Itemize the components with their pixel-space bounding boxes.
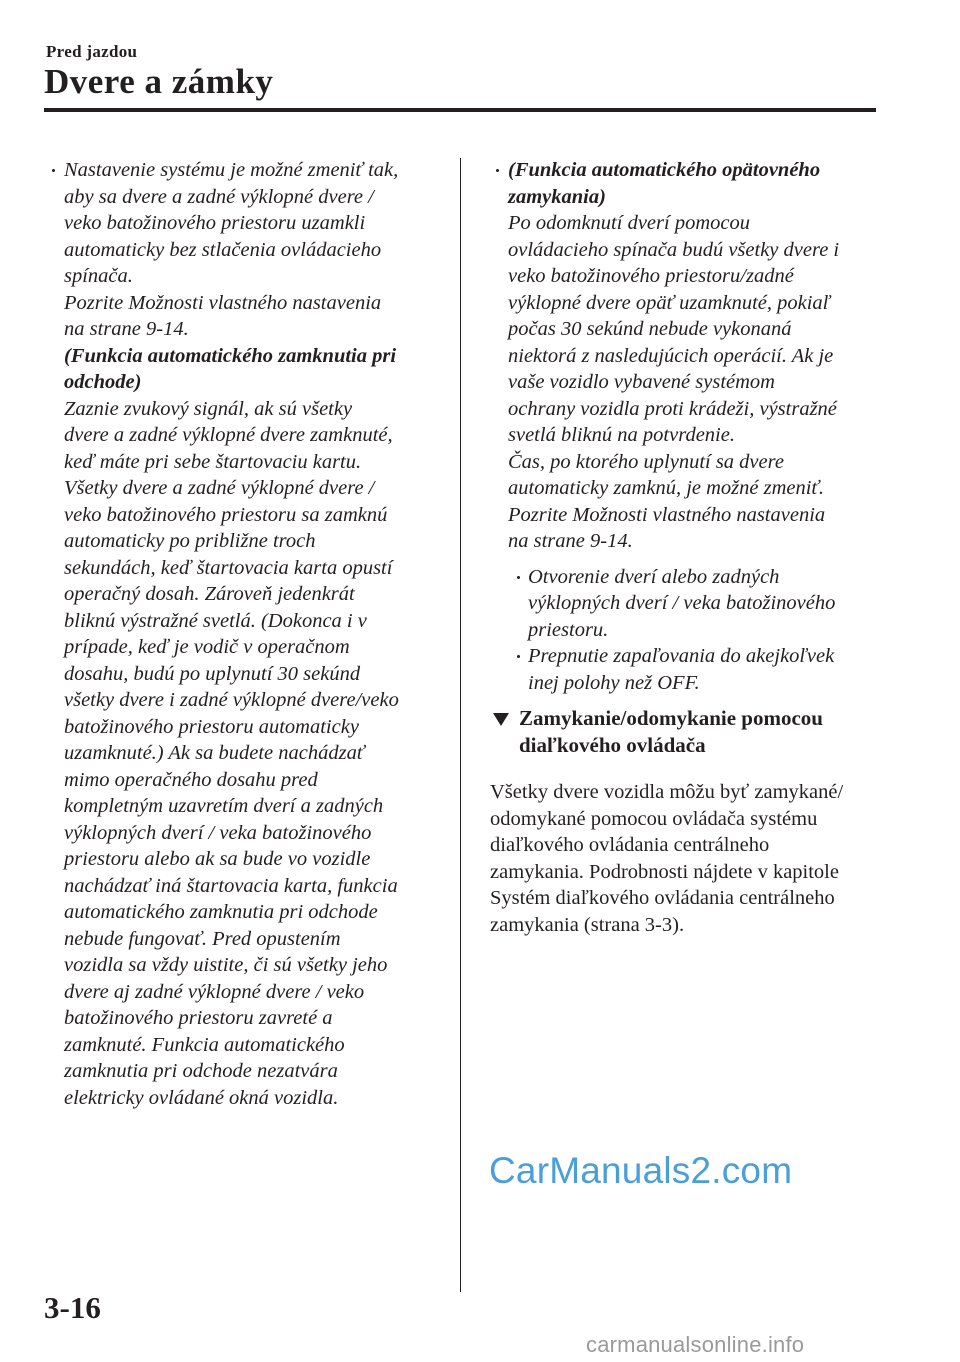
bullet-dot-icon: [517, 576, 520, 579]
text-line: zamykania (strana 3-3).: [490, 913, 685, 936]
text-line: prípade, keď je vodič v operačnom: [64, 636, 350, 658]
text-line: kompletným uzavretím dverí a zadných: [64, 795, 384, 817]
text-line: veko batožinového priestoru uzamkli: [64, 212, 366, 234]
text-line: výklopných dverí / veka batožinového: [528, 592, 836, 614]
bullet-dot-icon: [496, 169, 499, 172]
section-heading-text: [519, 705, 890, 759]
text-line: diaľkového ovládania centrálneho: [490, 834, 770, 856]
text-line: zamknuté. Funkcia automatického: [64, 1033, 345, 1056]
text-line: vozidla sa vždy uistite, či sú všetky jeho: [64, 954, 388, 976]
text-line: keď máte pri sebe štartovaciu kartu.: [64, 450, 362, 473]
sub-bullet-text: [528, 643, 890, 696]
text-line: výklopných dverí / veka batožinového: [64, 821, 372, 844]
text-line: všetky dvere i zadné výklopné dvere/veko: [64, 689, 399, 711]
text-line: batožinového priestoru zavreté a: [64, 1007, 333, 1029]
text-line: diaľkového ovládača: [519, 733, 706, 757]
text-line: automaticky po približne troch: [64, 530, 316, 552]
text-line: zamykania. Podrobnosti nájdete v kapitole: [490, 860, 839, 883]
text-line: Systém diaľkového ovládania centrálneho: [490, 887, 835, 909]
text-line: Po odomknutí dverí pomocou: [508, 212, 750, 234]
text-line: automaticky bez stlačenia ovládacieho: [64, 238, 382, 261]
sub-bullet-text: [528, 564, 890, 644]
text-line: dvere a zadné výklopné dvere zamknuté,: [64, 424, 393, 446]
right-column: [490, 157, 890, 938]
text-line: nebude fungovať. Pred opustením: [64, 927, 341, 950]
remote-control-paragraph: [490, 779, 890, 938]
right-body-text: [508, 210, 890, 555]
text-line: odchode): [64, 371, 142, 393]
text-line: na strane 9-14.: [508, 530, 633, 552]
text-line: automaticky zamknú, je možné zmeniť.: [508, 477, 825, 499]
left-bold-heading: [64, 343, 446, 396]
text-line: dosahu, budú po uplynutí 30 sekúnd: [64, 662, 361, 685]
footer-watermark: carmanualsonline.info: [586, 1332, 805, 1357]
right-bullet: [490, 157, 890, 555]
sub-bullet-ignition: [490, 643, 890, 696]
text-line: uzamknuté.) Ak sa budete nachádzať: [64, 742, 365, 764]
text-line: operačný dosah. Zároveň jedenkrát: [64, 583, 355, 605]
text-line: niektorá z nasledujúcich operácií. Ak je: [508, 344, 834, 367]
triangle-down-icon: [493, 713, 509, 726]
left-column: [46, 157, 446, 1111]
header-rule: [44, 108, 876, 112]
column-divider: [460, 158, 461, 1292]
text-line: počas 30 sekúnd nebude vykonaná: [508, 318, 792, 340]
text-line: veko batožinového priestoru/zadné: [508, 265, 794, 287]
text-line: svetlá bliknú na potvrdenie.: [508, 424, 735, 446]
text-line: ochrany vozidla proti krádeži, výstražné: [508, 397, 837, 420]
section-label: Pred jazdou: [46, 42, 138, 61]
text-line: Všetky dvere vozidla môžu byť zamykané/: [490, 781, 844, 803]
text-line: spínača.: [64, 265, 133, 287]
right-bold-heading: [508, 157, 890, 210]
text-line: Čas, po ktorého uplynutí sa dvere: [508, 450, 784, 473]
text-line: batožinového priestoru automaticky: [64, 715, 359, 738]
left-body-text: [64, 396, 446, 1112]
bullet-dot-icon: [517, 655, 520, 658]
text-line: sekundách, keď štartovacia karta opustí: [64, 556, 393, 579]
text-line: ovládacieho spínača budú všetky dvere i: [508, 238, 840, 261]
text-line: zamknutia pri odchode nezatvára: [64, 1060, 338, 1082]
section-heading: [490, 705, 890, 759]
text-line: Nastavenie systému je možné zmeniť tak,: [64, 159, 399, 181]
text-line: aby sa dvere a zadné výklopné dvere /: [64, 185, 374, 208]
watermark-logo: CarManuals2.com: [489, 1150, 793, 1191]
text-line: automatického zamknutia pri odchode: [64, 901, 378, 923]
sub-bullet-open-doors: [490, 564, 890, 644]
text-line: odomykané pomocou ovládača systému: [490, 807, 818, 830]
text-line: priestoru alebo ak sa bude vo vozidle: [64, 848, 371, 870]
page-number: 3-16: [44, 1290, 101, 1325]
bullet-dot-icon: [52, 169, 55, 172]
page-title: Dvere a zámky: [44, 62, 274, 101]
text-line: bliknú výstražné svetlá. (Dokonca i v: [64, 609, 367, 632]
text-line: Zaznie zvukový signál, ak sú všetky: [64, 397, 353, 420]
text-line: na strane 9-14.: [64, 318, 189, 340]
text-line: mimo operačného dosahu pred: [64, 768, 318, 791]
text-line: veko batožinového priestoru sa zamknú: [64, 503, 388, 526]
text-line: Pozrite Možnosti vlastného nastavenia: [508, 503, 826, 526]
text-line: Všetky dvere a zadné výklopné dvere /: [64, 477, 375, 499]
text-line: Prepnutie zapaľovania do akejkoľvek: [528, 645, 835, 667]
text-line: výklopné dvere opäť uzamknuté, pokiaľ: [508, 291, 831, 314]
text-line: elektricky ovládané okná vozidla.: [64, 1086, 339, 1109]
text-line: Pozrite Možnosti vlastného nastavenia: [64, 291, 382, 314]
text-line: nachádzať iná štartovacia karta, funkcia: [64, 874, 398, 897]
left-bullet-text: [64, 157, 446, 343]
left-bullet: [46, 157, 446, 1111]
text-line: (Funkcia automatického opätovného: [508, 159, 821, 181]
text-line: (Funkcia automatického zamknutia pri: [64, 344, 397, 367]
text-line: Otvorenie dverí alebo zadných: [528, 565, 780, 588]
text-line: priestoru.: [528, 618, 609, 641]
text-line: inej polohy než OFF.: [528, 671, 700, 694]
text-line: zamykania): [508, 185, 606, 208]
text-line: Zamykanie/odomykanie pomocou: [519, 706, 823, 730]
text-line: dvere aj zadné výklopné dvere / veko: [64, 980, 365, 1003]
text-line: vaše vozidlo vybavené systémom: [508, 371, 775, 393]
